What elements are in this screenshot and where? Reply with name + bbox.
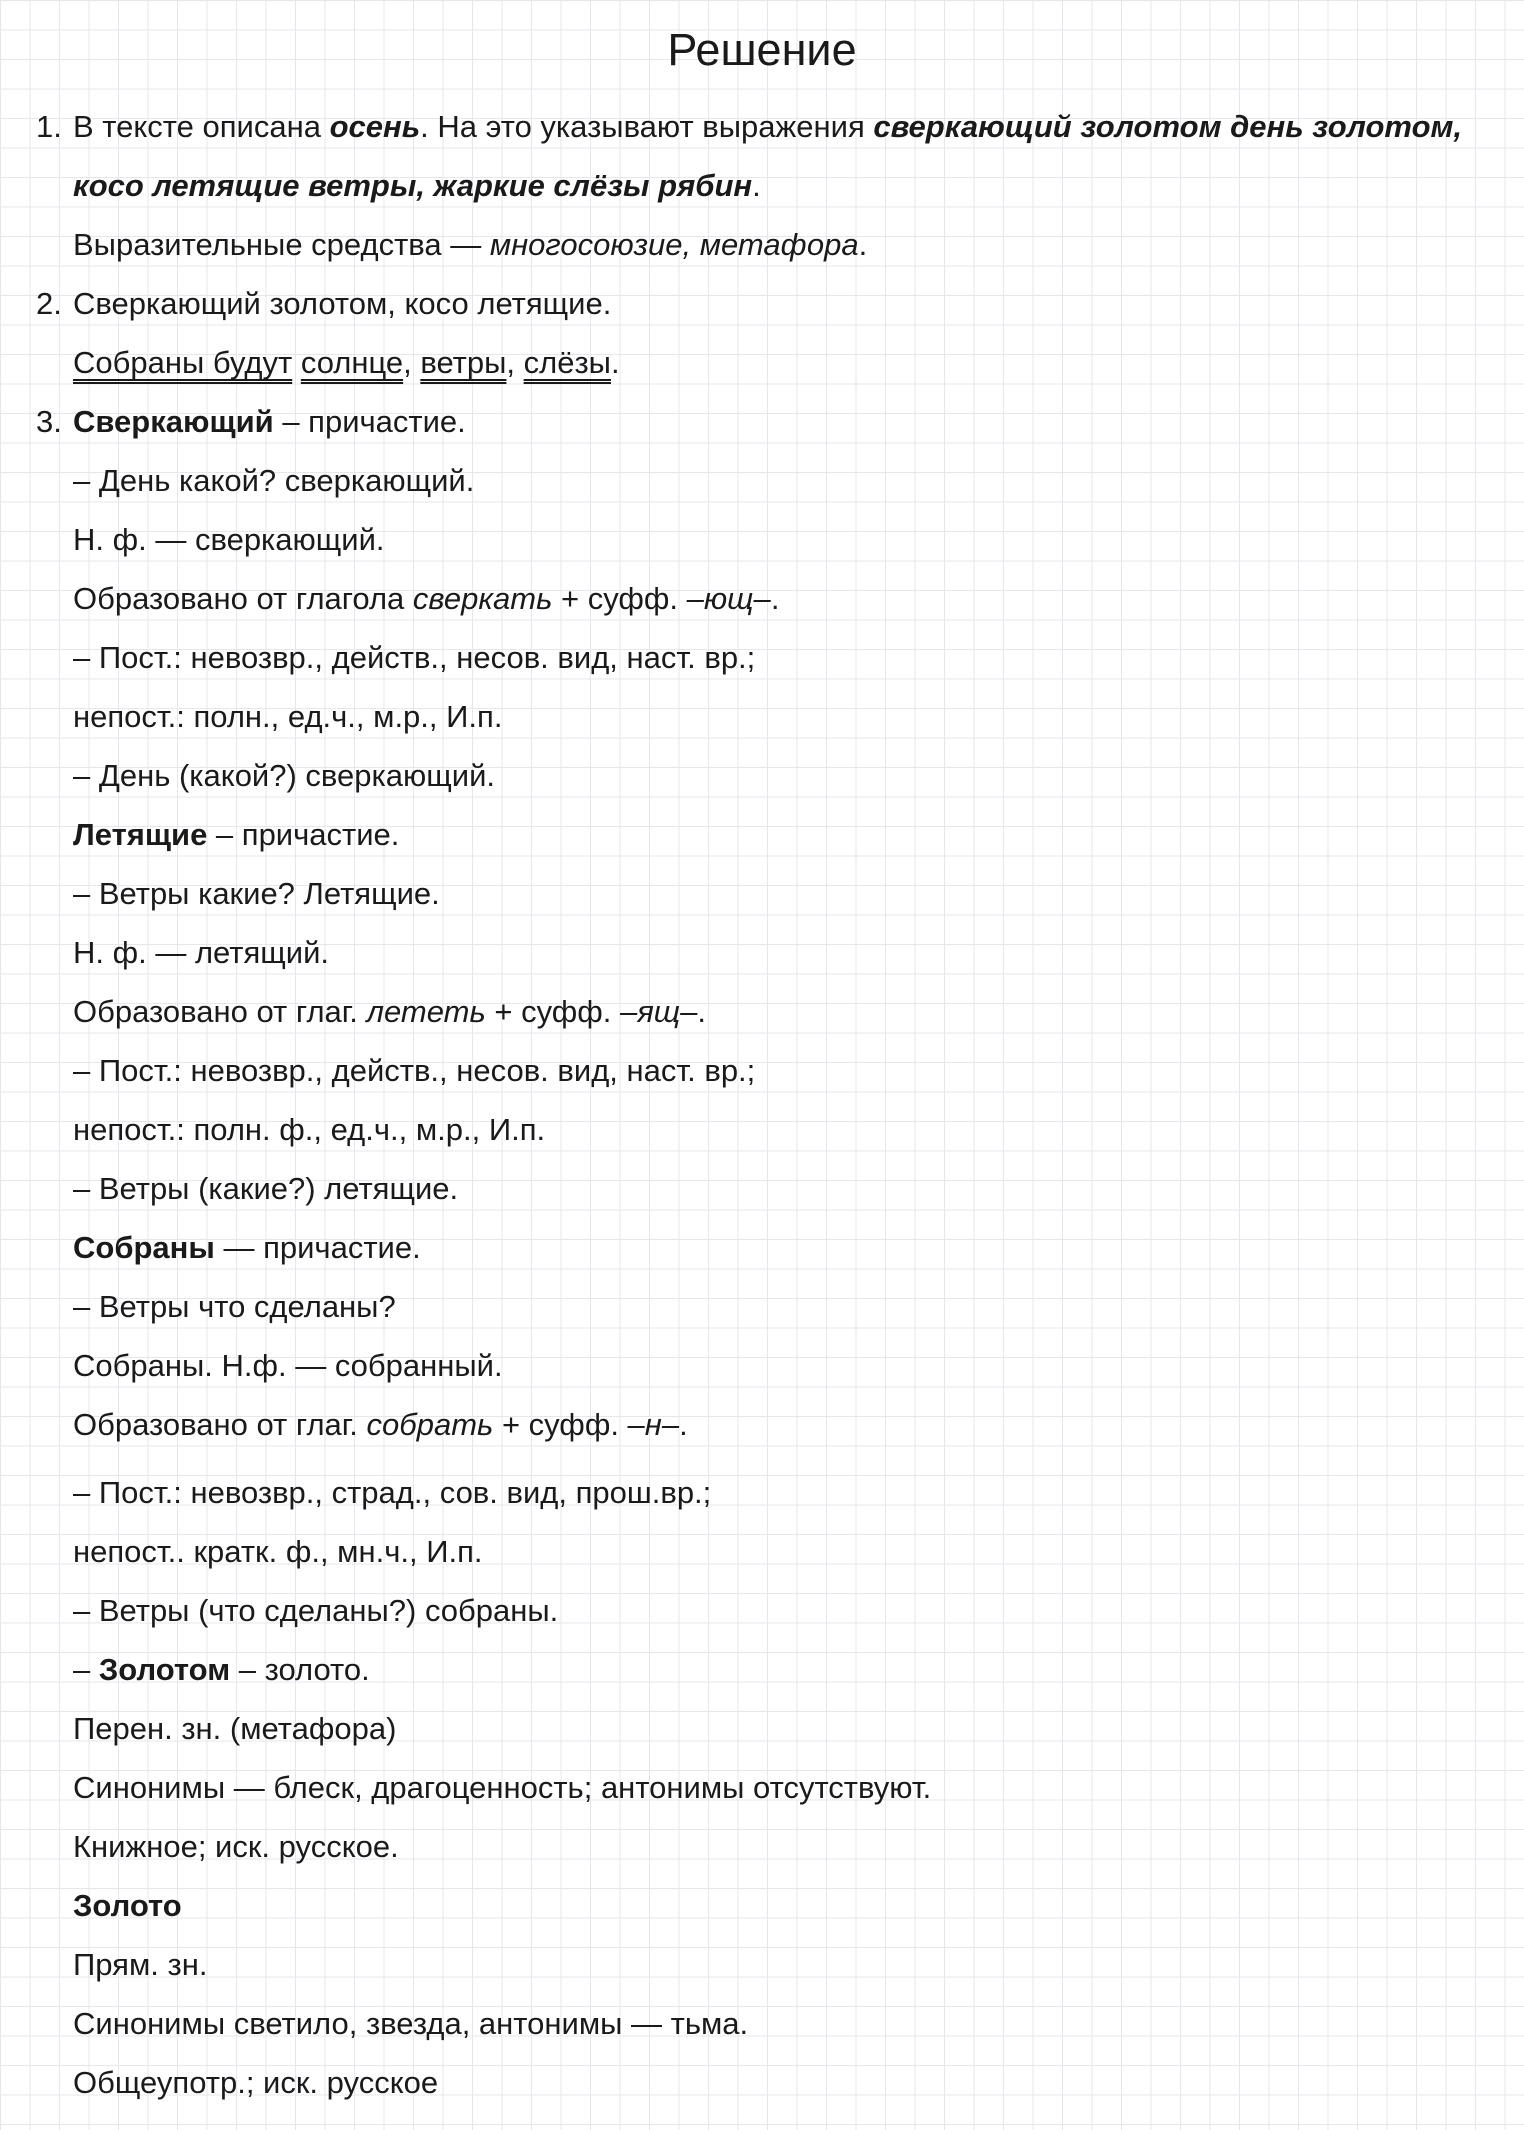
emphasis: осень (329, 109, 421, 144)
subject-underline: солнце (300, 345, 404, 380)
text-line: – День (какой?) сверкающий. (73, 758, 496, 793)
text-line: – День какой? сверкающий. (73, 463, 475, 498)
text-line: – Пост.: невозвр., действ., несов. вид, наст. вр.; (73, 1053, 756, 1088)
text-line: Перен. зн. (метафора) (73, 1711, 397, 1746)
text-line: непост.: полн. ф., ед.ч., м.р., И.п. (73, 1112, 546, 1147)
text-line: – Ветры какие? Летящие. (73, 876, 440, 911)
term: Собраны (73, 1230, 215, 1265)
text-line: Н. ф. — сверкающий. (73, 522, 385, 557)
text-line: Образовано от глаг. собрать + суфф. –н–. (73, 1407, 688, 1442)
item-3-line-1: 3. Сверкающий – причастие. (73, 402, 1504, 442)
text-line: Прям. зн. (73, 1947, 208, 1982)
text-line: непост.. кратк. ф., мн.ч., И.п. (73, 1534, 483, 1569)
text-line: Летящие – причастие. (73, 817, 400, 852)
item-number: 2. (36, 286, 62, 321)
text-line: Собраны. Н.ф. — собранный. (73, 1348, 503, 1383)
text-line: Синонимы — блеск, драгоценность; антонимы отсутствуют. (73, 1770, 932, 1805)
text-line: – Золотом – золото. (73, 1652, 370, 1687)
item-1-line-3: Выразительные средства — многосоюзие, метафора. (73, 227, 868, 262)
text-line: Образовано от глагола сверкать + суфф. –ющ–. (73, 581, 780, 616)
text-line: непост.: полн., ед.ч., м.р., И.п. (73, 699, 503, 734)
term: Летящие (73, 817, 208, 852)
term: Золото (73, 1888, 182, 1923)
item-1-line-2: косо летящие ветры, жаркие слёзы рябин. (73, 168, 761, 203)
text-line: Книжное; иск. русское. (73, 1829, 399, 1864)
item-number: 1. (36, 109, 62, 144)
text-line: – Ветры что сделаны? (73, 1289, 396, 1324)
text-line: – Ветры (что сделаны?) собраны. (73, 1593, 559, 1628)
emphasis: многосоюзие, метафора (489, 227, 859, 262)
emphasis: косо летящие ветры, жаркие слёзы рябин (73, 168, 753, 203)
text-line: Н. ф. — летящий. (73, 935, 329, 970)
emphasis: сверкающий золотом день золотом, (873, 109, 1463, 144)
item-1-line-1: 1. В тексте описана осень. На это указывают выражения сверкающий золотом день золотом, (73, 107, 1504, 147)
page-title: Решение (667, 24, 857, 75)
text-line: – Пост.: невозвр., действ., несов. вид, наст. вр.; (73, 640, 756, 675)
term: Сверкающий (73, 404, 274, 439)
item-2-line-2: Собраны будут солнце, ветры, слёзы. (73, 345, 620, 380)
text-line: Собраны — причастие. (73, 1230, 421, 1265)
text-line: – Ветры (какие?) летящие. (73, 1171, 459, 1206)
subject-underline: ветры (420, 345, 507, 380)
text-line: Синонимы светило, звезда, антонимы — тьма. (73, 2006, 749, 2041)
subject-underline: слёзы (523, 345, 611, 380)
text-line: Общеупотр.; иск. русское (73, 2065, 439, 2100)
text-line: – Пост.: невозвр., страд., сов. вид, прош.вр.; (73, 1475, 712, 1510)
item-2-line-1: 2. Сверкающий золотом, косо летящие. (73, 284, 1504, 324)
term: Золотом (98, 1652, 231, 1687)
item-number: 3. (36, 404, 62, 439)
predicate-underline: Собраны будут (73, 345, 293, 380)
text-line: Образовано от глаг. лететь + суфф. –ящ–. (73, 994, 707, 1029)
